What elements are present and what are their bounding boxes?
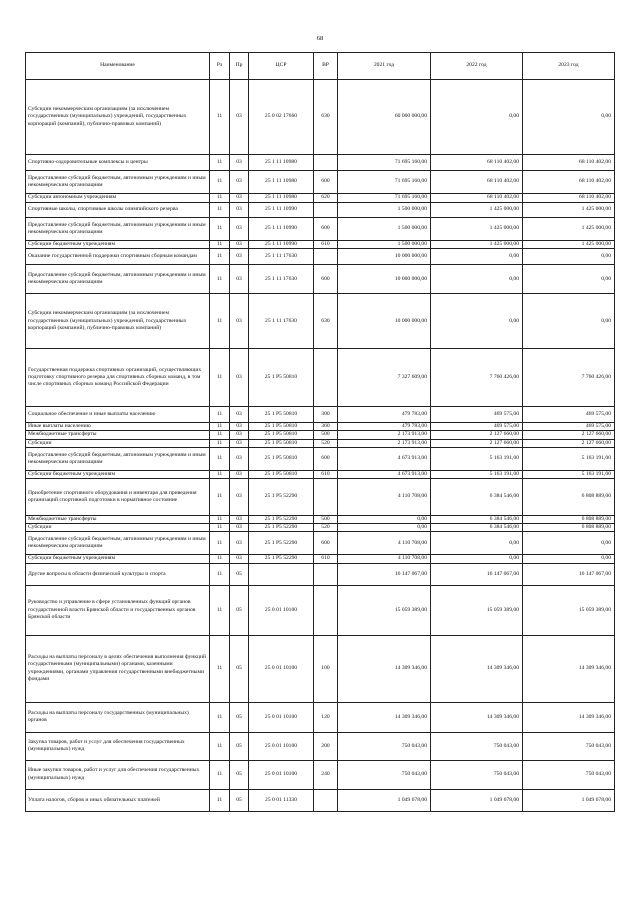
cell-rz: 11 — [210, 470, 230, 478]
cell-vr: 600 — [314, 447, 338, 470]
cell-2023: 14 309 346,00 — [523, 702, 615, 732]
cell-vr: 520 — [314, 524, 338, 532]
cell-csr: 25 1 11 10990 — [249, 203, 314, 218]
table-body — [26, 80, 615, 812]
cell-rz: 11 — [210, 702, 230, 732]
cell-vr: 630 — [314, 294, 338, 349]
table-row — [26, 249, 615, 265]
cell-rz: 11 — [210, 80, 230, 155]
cell-2023: 6 808 889,00 — [523, 524, 615, 532]
cell-2022: 1 425 000,00 — [431, 241, 523, 249]
cell-2022: 0,00 — [431, 532, 523, 555]
cell-2022: 0,00 — [431, 265, 523, 294]
table-row — [26, 349, 615, 407]
cell-csr: 25 0 01 10100 — [249, 732, 314, 760]
cell-2021: 4 673 913,00 — [338, 447, 431, 470]
header-vr: ВР — [314, 53, 338, 80]
cell-csr: 25 0 01 11330 — [249, 789, 314, 811]
table-row — [26, 439, 615, 447]
cell-rz: 11 — [210, 203, 230, 218]
header-2022: 2022 год — [431, 53, 523, 80]
cell-pr: 03 — [230, 555, 249, 563]
cell-2023: 750 043,00 — [523, 760, 615, 789]
page-number: 68 — [316, 35, 324, 42]
cell-2022: 0,00 — [431, 294, 523, 349]
cell-rz: 11 — [210, 585, 230, 635]
table-row — [26, 516, 615, 524]
cell-2021: 1 500 000,00 — [338, 241, 431, 249]
cell-2022: 1 425 000,00 — [431, 218, 523, 241]
cell-pr: 03 — [230, 470, 249, 478]
cell-2021: 479 783,00 — [338, 423, 431, 431]
cell-vr — [314, 563, 338, 585]
cell-csr: 25 1 P5 52290 — [249, 516, 314, 524]
cell-rz: 11 — [210, 249, 230, 265]
cell-name: Иные выплаты населению — [26, 423, 210, 431]
cell-pr: 03 — [230, 532, 249, 555]
cell-vr — [314, 349, 338, 407]
cell-csr: 25 0 01 10100 — [249, 635, 314, 702]
cell-2023: 2 127 660,00 — [523, 439, 615, 447]
cell-name: Субсидии бюджетным учреждениям — [26, 555, 210, 563]
cell-pr: 05 — [230, 789, 249, 811]
cell-rz: 11 — [210, 171, 230, 194]
cell-2022: 15 059 389,00 — [431, 585, 523, 635]
cell-pr: 03 — [230, 203, 249, 218]
cell-pr: 03 — [230, 524, 249, 532]
cell-2022: 6 384 546,00 — [431, 516, 523, 524]
cell-name: Субсидии — [26, 439, 210, 447]
header-rz: Рз — [210, 53, 230, 80]
cell-rz: 11 — [210, 423, 230, 431]
cell-2021: 0,00 — [338, 516, 431, 524]
cell-2021: 71 695 160,00 — [338, 194, 431, 203]
cell-name: Субсидии — [26, 524, 210, 532]
cell-csr: 25 1 11 10980 — [249, 155, 314, 171]
cell-pr: 03 — [230, 431, 249, 439]
cell-2023: 68 110 402,00 — [523, 155, 615, 171]
cell-csr: 25 1 P5 52290 — [249, 532, 314, 555]
cell-2023: 68 110 402,00 — [523, 171, 615, 194]
cell-2021: 4 110 708,00 — [338, 479, 431, 516]
cell-2021: 4 673 913,00 — [338, 470, 431, 478]
cell-rz: 11 — [210, 218, 230, 241]
cell-2022: 68 110 402,00 — [431, 155, 523, 171]
cell-vr: 100 — [314, 635, 338, 702]
cell-2023: 1 425 000,00 — [523, 218, 615, 241]
cell-name: Оказание государственной поддержки спортивным сборным командам — [26, 249, 210, 265]
cell-2022: 5 163 191,00 — [431, 470, 523, 478]
cell-vr: 120 — [314, 702, 338, 732]
cell-name: Субсидии автономным учреждениям — [26, 194, 210, 203]
cell-rz: 11 — [210, 532, 230, 555]
cell-2022: 469 575,00 — [431, 407, 523, 423]
cell-2023: 0,00 — [523, 555, 615, 563]
cell-vr: 600 — [314, 265, 338, 294]
cell-pr: 05 — [230, 760, 249, 789]
cell-2023: 7 760 426,00 — [523, 349, 615, 407]
cell-name: Субсидии бюджетным учреждениям — [26, 470, 210, 478]
cell-rz: 11 — [210, 349, 230, 407]
cell-name: Уплата налогов, сборов и иных обязательных платежей — [26, 789, 210, 811]
cell-name: Субсидии бюджетным учреждениям — [26, 241, 210, 249]
cell-vr — [314, 789, 338, 811]
cell-2021: 10 000 000,00 — [338, 249, 431, 265]
table-row — [26, 563, 615, 585]
table-row — [26, 702, 615, 732]
table-row — [26, 241, 615, 249]
cell-2023: 0,00 — [523, 80, 615, 155]
cell-2021: 60 000 000,00 — [338, 80, 431, 155]
cell-rz: 11 — [210, 194, 230, 203]
table-row — [26, 447, 615, 470]
cell-vr: 600 — [314, 532, 338, 555]
cell-2023: 469 575,00 — [523, 423, 615, 431]
cell-2021: 2 173 913,00 — [338, 431, 431, 439]
cell-2022: 16 147 067,00 — [431, 563, 523, 585]
cell-2021: 479 783,00 — [338, 407, 431, 423]
cell-vr: 620 — [314, 194, 338, 203]
cell-pr: 03 — [230, 447, 249, 470]
cell-pr: 03 — [230, 155, 249, 171]
cell-2022: 5 163 191,00 — [431, 447, 523, 470]
cell-vr: 360 — [314, 423, 338, 431]
cell-vr: 610 — [314, 555, 338, 563]
table-row — [26, 635, 615, 702]
cell-csr: 25 1 11 17630 — [249, 294, 314, 349]
cell-name: Закупка товаров, работ и услуг для обеспечения государственных (муниципальных) нужд — [26, 732, 210, 760]
cell-pr: 03 — [230, 516, 249, 524]
table-header-row — [26, 53, 615, 80]
cell-2023: 1 425 000,00 — [523, 241, 615, 249]
cell-vr: 610 — [314, 470, 338, 478]
cell-csr: 25 1 P5 50810 — [249, 470, 314, 478]
cell-name: Предоставление субсидий бюджетным, автономным учреждениям и иным некоммерческим организациям — [26, 532, 210, 555]
cell-pr: 03 — [230, 194, 249, 203]
cell-name: Иные закупки товаров, работ и услуг для обеспечения государственных (муниципальных) нужд — [26, 760, 210, 789]
cell-2021: 4 110 708,00 — [338, 555, 431, 563]
table-row — [26, 203, 615, 218]
cell-2021: 10 000 000,00 — [338, 265, 431, 294]
header-2021: 2021 год — [338, 53, 431, 80]
cell-name: Предоставление субсидий бюджетным, автономным учреждениям и иным некоммерческим организациям — [26, 447, 210, 470]
cell-2023: 1 425 000,00 — [523, 203, 615, 218]
table-row — [26, 80, 615, 155]
cell-name: Руководство и управление в сфере установленных функций органов государственной власти Брянской области и государственных органов Брянской области — [26, 585, 210, 635]
cell-rz: 11 — [210, 431, 230, 439]
cell-name: Расходы на выплаты персоналу в целях обеспечения выполнения функций государственными (муниципальными) органами, казенными учреждениями, органами управления государственными внебюджетными фондами — [26, 635, 210, 702]
cell-2021: 1 500 000,00 — [338, 203, 431, 218]
table-row — [26, 407, 615, 423]
cell-2023: 6 808 889,00 — [523, 516, 615, 524]
cell-rz: 11 — [210, 524, 230, 532]
cell-2021: 14 309 346,00 — [338, 635, 431, 702]
cell-pr: 03 — [230, 80, 249, 155]
cell-csr: 25 1 P5 50810 — [249, 407, 314, 423]
table-row — [26, 470, 615, 478]
cell-2023: 16 147 067,00 — [523, 563, 615, 585]
cell-2022: 469 575,00 — [431, 423, 523, 431]
cell-2023: 469 575,00 — [523, 407, 615, 423]
cell-pr: 03 — [230, 479, 249, 516]
cell-2021: 0,00 — [338, 524, 431, 532]
cell-2021: 10 000 000,00 — [338, 294, 431, 349]
cell-pr: 03 — [230, 294, 249, 349]
cell-2021: 750 043,00 — [338, 760, 431, 789]
cell-2022: 1 049 678,00 — [431, 789, 523, 811]
cell-vr — [314, 479, 338, 516]
table-row — [26, 218, 615, 241]
cell-pr: 03 — [230, 407, 249, 423]
cell-2022: 14 309 346,00 — [431, 702, 523, 732]
cell-2021: 1 049 678,00 — [338, 789, 431, 811]
table-row — [26, 294, 615, 349]
cell-2023: 14 309 346,00 — [523, 635, 615, 702]
cell-rz: 11 — [210, 155, 230, 171]
cell-name: Расходы на выплаты персоналу государственных (муниципальных) органов — [26, 702, 210, 732]
cell-csr: 25 0 01 10100 — [249, 702, 314, 732]
cell-csr: 25 1 11 10980 — [249, 171, 314, 194]
cell-name: Спортивные школы, спортивные школы олимпийского резерва — [26, 203, 210, 218]
cell-2022: 6 384 546,00 — [431, 479, 523, 516]
cell-2022: 14 309 346,00 — [431, 635, 523, 702]
cell-name: Социальное обеспечение и иные выплаты населению — [26, 407, 210, 423]
cell-rz: 11 — [210, 760, 230, 789]
cell-2021: 1 500 000,00 — [338, 218, 431, 241]
cell-2023: 15 059 389,00 — [523, 585, 615, 635]
cell-2022: 1 425 000,00 — [431, 203, 523, 218]
cell-pr: 03 — [230, 349, 249, 407]
header-pr: Пр — [230, 53, 249, 80]
cell-csr: 25 1 P5 52290 — [249, 479, 314, 516]
cell-vr: 600 — [314, 171, 338, 194]
cell-rz: 11 — [210, 439, 230, 447]
cell-2022: 750 043,00 — [431, 760, 523, 789]
cell-pr: 03 — [230, 439, 249, 447]
cell-2021: 15 059 389,00 — [338, 585, 431, 635]
cell-csr: 25 1 11 10990 — [249, 218, 314, 241]
cell-pr: 03 — [230, 171, 249, 194]
cell-2022: 2 127 660,00 — [431, 439, 523, 447]
header-csr: ЦСР — [249, 53, 314, 80]
cell-rz: 11 — [210, 479, 230, 516]
table-row — [26, 479, 615, 516]
table-row — [26, 532, 615, 555]
cell-rz: 11 — [210, 635, 230, 702]
cell-2022: 2 127 660,00 — [431, 431, 523, 439]
cell-rz: 11 — [210, 407, 230, 423]
cell-csr: 25 1 11 10990 — [249, 241, 314, 249]
cell-name: Государственная поддержка спортивных организаций, осуществляющих подготовку спортивного резерва для спортивных сборных команд, в том числе спортивных сборных команд Российской Федерации — [26, 349, 210, 407]
cell-pr: 05 — [230, 702, 249, 732]
budget-table — [25, 52, 615, 812]
cell-csr: 25 1 P5 50810 — [249, 349, 314, 407]
cell-pr: 05 — [230, 732, 249, 760]
table-row — [26, 555, 615, 563]
cell-pr: 05 — [230, 585, 249, 635]
cell-2023: 0,00 — [523, 294, 615, 349]
cell-2023: 6 808 889,00 — [523, 479, 615, 516]
cell-csr — [249, 563, 314, 585]
cell-2023: 5 163 191,00 — [523, 447, 615, 470]
table-row — [26, 585, 615, 635]
cell-rz: 11 — [210, 789, 230, 811]
cell-2021: 71 695 160,00 — [338, 171, 431, 194]
cell-vr: 500 — [314, 431, 338, 439]
cell-csr: 25 0 02 17660 — [249, 80, 314, 155]
cell-csr: 25 1 P5 50810 — [249, 447, 314, 470]
cell-2022: 750 043,00 — [431, 732, 523, 760]
cell-2023: 68 110 402,00 — [523, 194, 615, 203]
cell-pr: 05 — [230, 635, 249, 702]
cell-2022: 6 384 546,00 — [431, 524, 523, 532]
cell-rz: 11 — [210, 294, 230, 349]
cell-2022: 7 760 426,00 — [431, 349, 523, 407]
cell-2023: 0,00 — [523, 532, 615, 555]
cell-rz: 11 — [210, 563, 230, 585]
cell-name: Межбюджетные трансферты — [26, 431, 210, 439]
cell-2021: 16 147 067,00 — [338, 563, 431, 585]
cell-rz: 11 — [210, 241, 230, 249]
cell-vr — [314, 155, 338, 171]
cell-name: Предоставление субсидий бюджетным, автономным учреждениям и иным некоммерческим организациям — [26, 171, 210, 194]
cell-pr: 03 — [230, 265, 249, 294]
cell-csr: 25 1 11 10980 — [249, 194, 314, 203]
cell-2022: 0,00 — [431, 80, 523, 155]
cell-rz: 11 — [210, 555, 230, 563]
cell-2023: 0,00 — [523, 265, 615, 294]
cell-csr: 25 0 01 10100 — [249, 585, 314, 635]
table-row — [26, 732, 615, 760]
table-row — [26, 155, 615, 171]
cell-2021: 4 110 708,00 — [338, 532, 431, 555]
cell-2021: 2 173 913,00 — [338, 439, 431, 447]
cell-2021: 750 043,00 — [338, 732, 431, 760]
cell-name: Межбюджетные трансферты — [26, 516, 210, 524]
cell-vr: 610 — [314, 241, 338, 249]
cell-csr: 25 1 11 17630 — [249, 249, 314, 265]
cell-2021: 14 309 346,00 — [338, 702, 431, 732]
cell-vr — [314, 249, 338, 265]
table-row — [26, 194, 615, 203]
cell-2023: 2 127 660,00 — [523, 431, 615, 439]
table-row — [26, 760, 615, 789]
cell-rz: 11 — [210, 265, 230, 294]
cell-rz: 11 — [210, 447, 230, 470]
cell-name: Спортивно-оздоровительные комплексы и центры — [26, 155, 210, 171]
cell-pr: 05 — [230, 563, 249, 585]
cell-2023: 0,00 — [523, 249, 615, 265]
cell-vr: 240 — [314, 760, 338, 789]
cell-csr: 25 0 01 10100 — [249, 760, 314, 789]
table-row — [26, 431, 615, 439]
cell-pr: 03 — [230, 218, 249, 241]
cell-name: Предоставление субсидий бюджетным, автономным учреждениям и иным некоммерческим организациям — [26, 265, 210, 294]
cell-csr: 25 1 P5 52290 — [249, 555, 314, 563]
cell-2023: 5 163 191,00 — [523, 470, 615, 478]
cell-csr: 25 1 P5 50810 — [249, 423, 314, 431]
table-row — [26, 524, 615, 532]
cell-name: Субсидии некоммерческим организациям (за исключением государственных (муниципальных) учреждений, государственных корпораций (компаний), публично-правовых компаний) — [26, 294, 210, 349]
header-2023: 2023 год — [523, 53, 615, 80]
cell-name: Предоставление субсидий бюджетным, автономным учреждениям и иным некоммерческим организациям — [26, 218, 210, 241]
cell-rz: 11 — [210, 732, 230, 760]
cell-csr: 25 1 P5 52290 — [249, 524, 314, 532]
cell-csr: 25 1 P5 50810 — [249, 431, 314, 439]
cell-2021: 71 695 160,00 — [338, 155, 431, 171]
cell-pr: 03 — [230, 423, 249, 431]
cell-2022: 68 110 402,00 — [431, 194, 523, 203]
cell-2022: 0,00 — [431, 249, 523, 265]
cell-2022: 0,00 — [431, 555, 523, 563]
cell-vr: 500 — [314, 516, 338, 524]
cell-vr: 200 — [314, 732, 338, 760]
table-row — [26, 789, 615, 811]
cell-2023: 750 043,00 — [523, 732, 615, 760]
cell-vr: 630 — [314, 80, 338, 155]
cell-vr: 600 — [314, 218, 338, 241]
cell-2022: 68 110 402,00 — [431, 171, 523, 194]
header-name: Наименование — [26, 53, 210, 80]
cell-vr: 300 — [314, 407, 338, 423]
cell-vr — [314, 203, 338, 218]
cell-name: Субсидии некоммерческим организациям (за исключением государственных (муниципальных) учреждений, государственных корпораций (компаний), публично-правовых компаний) — [26, 80, 210, 155]
cell-vr — [314, 585, 338, 635]
cell-vr: 520 — [314, 439, 338, 447]
cell-csr: 25 1 11 17630 — [249, 265, 314, 294]
cell-2021: 7 327 609,00 — [338, 349, 431, 407]
cell-name: Приобретение спортивного оборудования и инвентаря для приведения организаций спортивной подготовки в нормативное состояние — [26, 479, 210, 516]
table-row — [26, 265, 615, 294]
cell-2023: 1 049 678,00 — [523, 789, 615, 811]
cell-pr: 03 — [230, 241, 249, 249]
cell-rz: 11 — [210, 516, 230, 524]
cell-name: Другие вопросы в области физической культуры и спорта — [26, 563, 210, 585]
table-row — [26, 423, 615, 431]
cell-csr: 25 1 P5 50810 — [249, 439, 314, 447]
table-row — [26, 171, 615, 194]
cell-pr: 03 — [230, 249, 249, 265]
